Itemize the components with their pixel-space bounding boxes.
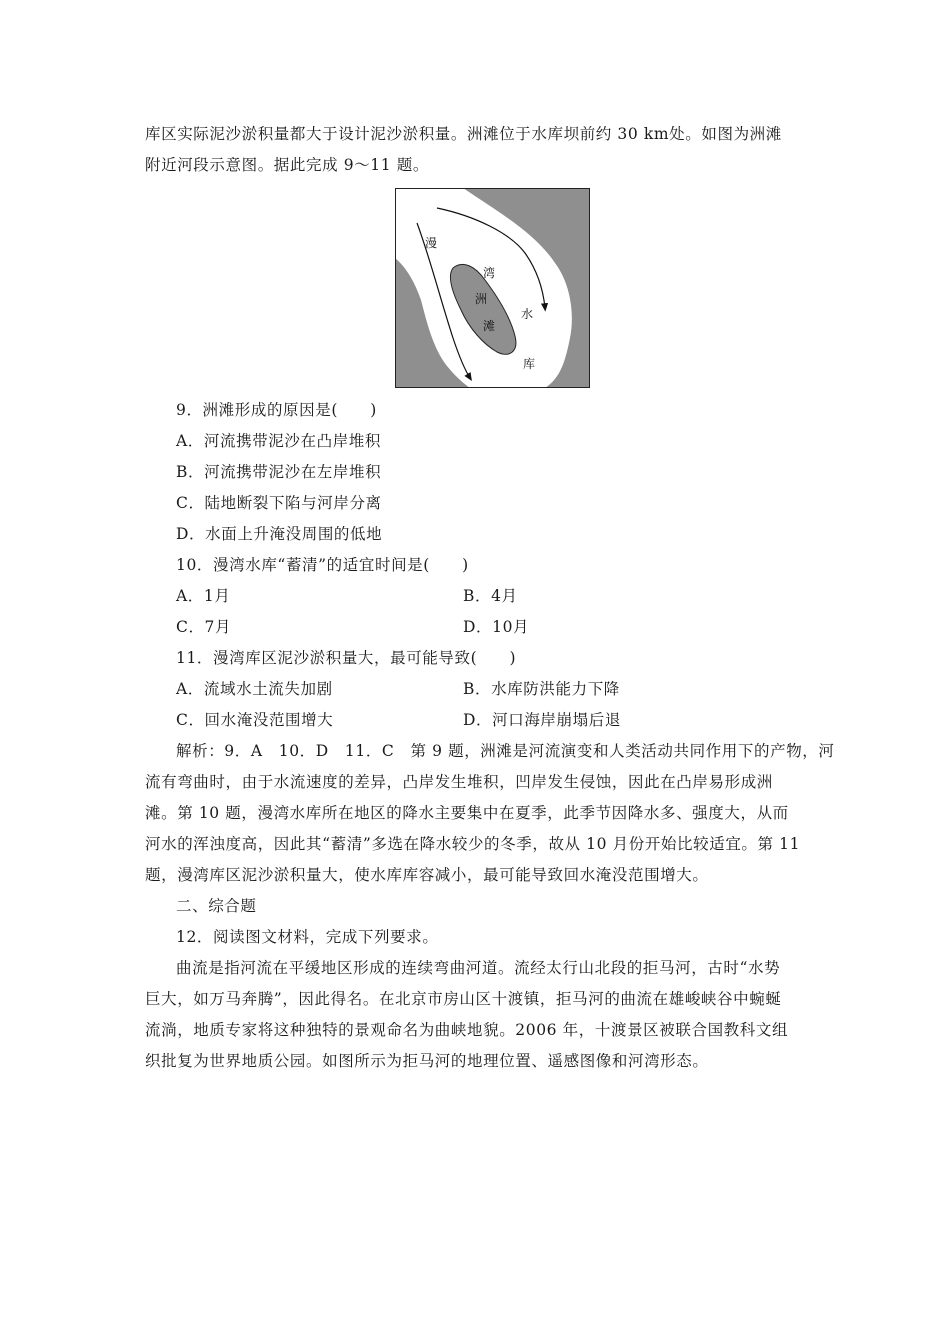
- q9-option-b: B．河流携带泥沙在左岸堆积: [176, 463, 382, 481]
- q9-option-a: A．河流携带泥沙在凸岸堆积: [176, 432, 381, 450]
- q10-option-c: C．7月: [176, 618, 232, 636]
- q11-option-b: B．水库防洪能力下降: [463, 680, 620, 698]
- label-shui: 水: [521, 307, 534, 321]
- intro-line-2: 附近河段示意图。据此完成 9～11 题。: [145, 156, 429, 174]
- intro-line-1: 库区实际泥沙淤积量都大于设计泥沙淤积量。洲滩位于水库坝前约 30 km处。如图为洲滩: [145, 125, 782, 143]
- q11-option-d: D．河口海岸崩塌后退: [463, 711, 621, 729]
- analysis-line-5: 题，漫湾库区泥沙淤积量大，使水库库容减小，最可能导致回水淹没范围增大。: [145, 866, 709, 884]
- material-line-3: 流淌，地质专家将这种独特的景观命名为曲峡地貌。2006 年，十渡景区被联合国教科文组: [145, 1021, 789, 1039]
- label-tan: 滩: [483, 319, 496, 333]
- label-wan: 湾: [483, 266, 496, 280]
- analysis-line-1: 解析：9．A 10．D 11．C 第 9 题，洲滩是河流演变和人类活动共同作用下的产物，河: [176, 742, 835, 760]
- material-line-2: 巨大，如万马奔腾”，因此得名。在北京市房山区十渡镇，拒马河的曲流在雄峻峡谷中蜿蜒: [145, 990, 782, 1008]
- question-12-stem: 12．阅读图文材料，完成下列要求。: [176, 928, 439, 946]
- section-heading: 二、综合题: [176, 897, 257, 915]
- q11-option-a: A．流域水土流失加剧: [176, 680, 333, 698]
- material-line-4: 织批复为世界地质公园。如图所示为拒马河的地理位置、遥感图像和河湾形态。: [145, 1052, 709, 1070]
- q9-option-d: D．水面上升淹没周围的低地: [176, 525, 383, 543]
- river-map-svg: [395, 188, 590, 388]
- label-zhou: 洲: [475, 292, 488, 306]
- question-10-stem: 10．漫湾水库“蓄清”的适宜时间是( ): [176, 556, 469, 574]
- question-11-stem: 11．漫湾库区泥沙淤积量大，最可能导致( ): [176, 649, 517, 667]
- q10-option-d: D．10月: [463, 618, 530, 636]
- analysis-line-3: 滩。第 10 题，漫湾水库所在地区的降水主要集中在夏季，此季节因降水多、强度大，从而: [145, 804, 789, 822]
- analysis-line-4: 河水的浑浊度高，因此其“蓄清”多选在降水较少的冬季，故从 10 月份开始比较适宜。第 11: [145, 835, 801, 853]
- analysis-line-2: 流有弯曲时，由于水流速度的差异，凸岸发生堆积，凹岸发生侵蚀，因此在凸岸易形成洲: [145, 773, 773, 791]
- label-man: 漫: [425, 236, 438, 250]
- q10-option-b: B．4月: [463, 587, 518, 605]
- material-line-1: 曲流是指河流在平缓地区形成的连续弯曲河道。流经太行山北段的拒马河，古时“水势: [176, 959, 781, 977]
- label-ku: 库: [523, 357, 536, 371]
- river-map-figure: [395, 188, 590, 388]
- q10-option-a: A．1月: [176, 587, 231, 605]
- q11-option-c: C．回水淹没范围增大: [176, 711, 334, 729]
- q9-option-c: C．陆地断裂下陷与河岸分离: [176, 494, 382, 512]
- question-9-stem: 9．洲滩形成的原因是( ): [176, 401, 377, 419]
